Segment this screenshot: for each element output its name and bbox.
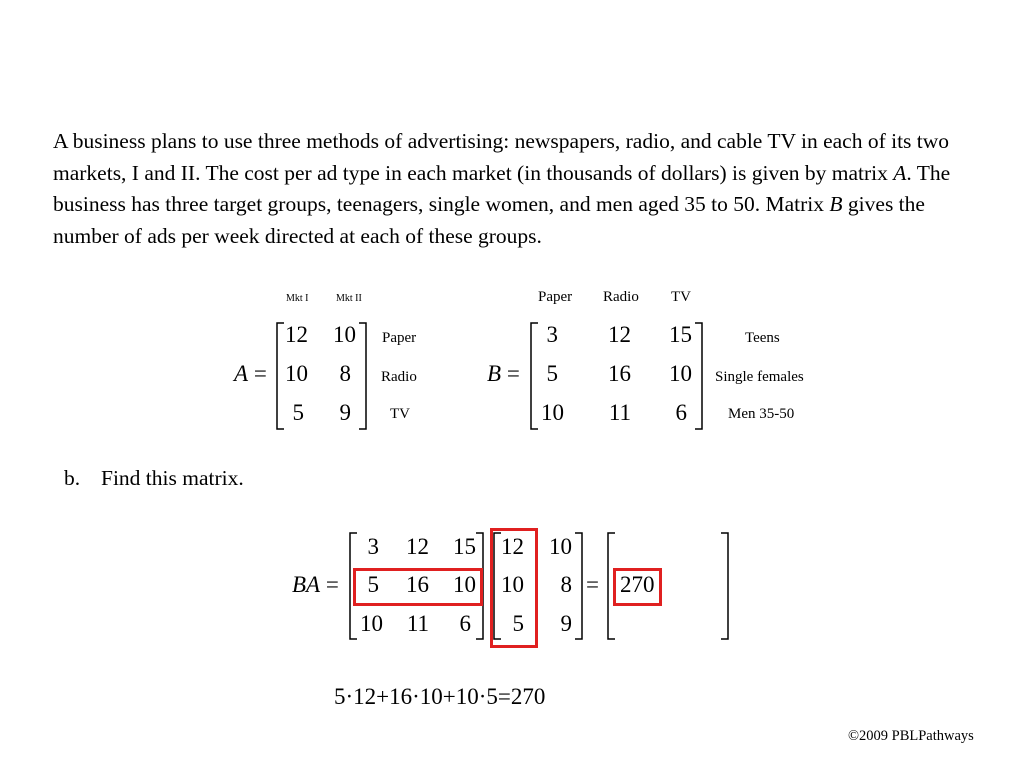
matrix-b-cell: 6: [675, 400, 687, 425]
matrix-a-col-header: Mkt II: [336, 293, 362, 304]
product-lhs: BA =: [292, 572, 339, 597]
matrix-b-cell: 11: [608, 400, 631, 425]
highlight-row-box: [353, 568, 483, 606]
problem-text-2: . The business has three target groups, teenagers, single women, and men aged 35 to 50. Matrix: [53, 160, 951, 216]
product-b-cell: 16: [406, 572, 429, 597]
product-a-cell: 5: [512, 611, 524, 636]
product-a-cell: 10: [501, 572, 524, 597]
dot-product-calculation: 5·12+16·10+10·5=270: [334, 684, 546, 709]
product-a-cell: 9: [560, 611, 572, 636]
matrix-b-col-header: Radio: [603, 289, 639, 305]
matrix-b-col-header: Paper: [538, 289, 573, 305]
matrix-b-name: B: [487, 361, 502, 386]
matrix-b-row-label: Teens: [745, 330, 780, 346]
matrix-b-ref: B: [829, 192, 843, 216]
matrix-a-cell: 8: [339, 361, 351, 386]
highlight-column-box: [490, 528, 538, 648]
part-b-label: b.: [64, 466, 81, 490]
matrix-b-cell: 15: [669, 322, 692, 347]
product-b-cell: 10: [360, 611, 383, 636]
product-b-cell: 12: [406, 534, 429, 559]
matrix-b-equation: B =: [487, 361, 520, 386]
matrix-a-cell: 10: [333, 322, 356, 347]
product-b-cell: 5: [367, 572, 379, 597]
matrix-b-cell: 10: [669, 361, 692, 386]
matrix-a-cell: 5: [292, 400, 304, 425]
matrix-a-col-header: Mkt I: [286, 293, 309, 304]
product-b-cell: 11: [406, 611, 429, 636]
matrix-a-row-label: TV: [390, 406, 410, 422]
matrix-b-row-label: Single females: [715, 369, 804, 385]
product-result-right-bracket: [719, 532, 733, 640]
matrix-a-name: A: [234, 361, 249, 386]
matrix-b-cell: 16: [608, 361, 631, 386]
problem-text-3: gives the number of ads per week directed at each of these groups.: [53, 192, 925, 248]
matrix-a-equation: A =: [234, 361, 267, 386]
problem-text-1: A business plans to use three methods of advertising: newspapers, radio, and cable TV in each of its two markets, I and II. The cost per ad type in each market (in thousands of dollars) is given by matrix: [53, 129, 950, 185]
matrix-b-cell: 10: [541, 400, 564, 425]
highlight-result-box: [613, 568, 662, 606]
product-result-cell: 270: [620, 572, 655, 597]
matrix-a-cell: 10: [285, 361, 308, 386]
matrix-b-right-bracket: [693, 322, 707, 430]
matrix-b-col-header: TV: [671, 289, 691, 305]
product-b-cell: 6: [459, 611, 471, 636]
product-name: BA: [292, 572, 321, 597]
matrix-a-right-bracket: [357, 322, 371, 430]
product-b-cell: 3: [367, 534, 379, 559]
matrix-b-cell: 12: [608, 322, 631, 347]
equals-sign: =: [586, 572, 599, 597]
product-a-cell: 12: [501, 534, 524, 559]
matrix-a-cell: 12: [285, 322, 308, 347]
matrix-b-row-label: Men 35-50: [728, 406, 795, 422]
part-b-prompt: Find this matrix.: [101, 466, 244, 490]
product-b-cell: 15: [453, 534, 476, 559]
matrix-a-row-label: Paper: [382, 330, 417, 346]
product-a-cell: 10: [549, 534, 572, 559]
product-a-cell: 8: [560, 572, 572, 597]
matrix-b-cell: 5: [546, 361, 558, 386]
matrix-a-cell: 9: [339, 400, 351, 425]
product-a-right-bracket: [573, 532, 587, 640]
matrix-a-row-label: Radio: [381, 369, 417, 385]
matrix-a-ref: A: [893, 160, 907, 185]
product-b-cell: 10: [453, 572, 476, 597]
matrix-b-cell: 3: [546, 322, 558, 347]
problem-statement: [53, 126, 983, 252]
copyright-footer: ©2009 PBLPathways: [848, 728, 974, 744]
